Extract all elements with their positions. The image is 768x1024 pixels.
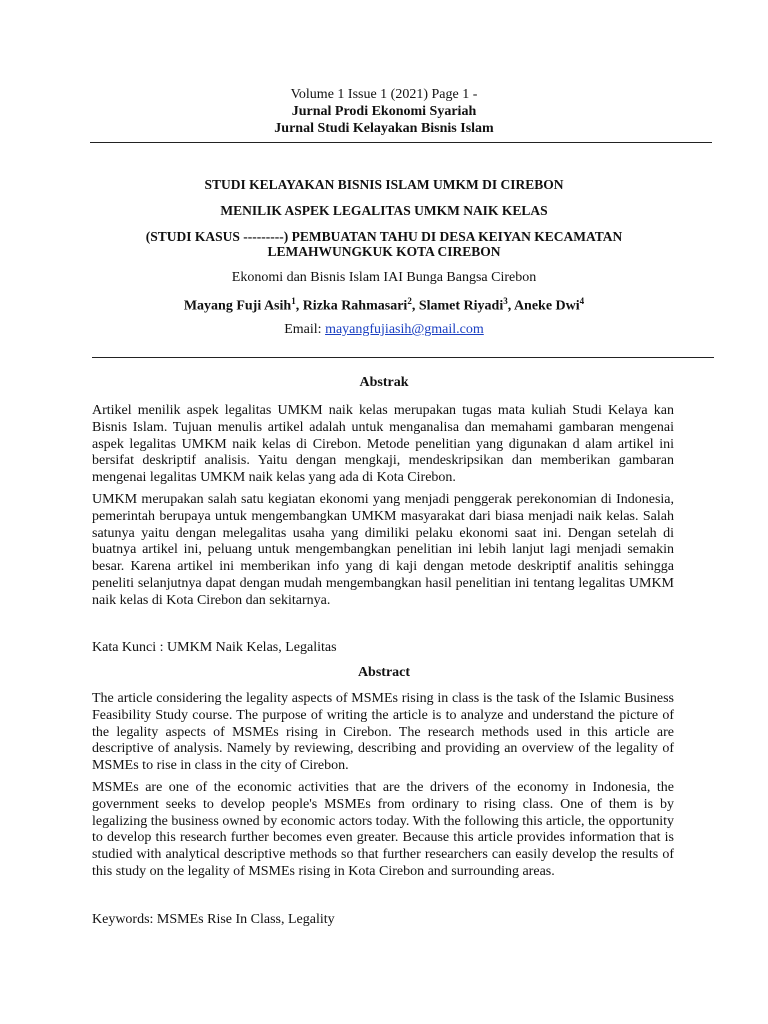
paper-title-line-3b: LEMAHWUNGKUK KOTA CIREBON bbox=[267, 244, 501, 259]
author-separator: , bbox=[411, 298, 419, 314]
abstract-divider bbox=[92, 357, 714, 358]
email-label: Email: bbox=[284, 322, 326, 337]
abstract-paragraph-2: MSMEs are one of the economic activities that are the drivers of the economy in Indonesia, the government seeks to develop people's MSMEs from ordinary to rising class. One of them is by legalizing the business owned by economic actors today. With the following this article, the opportunity to develop this research further becomes even greater. Because this article provides information that is studied with analytical descriptive methods so that further researchers can easily develop the results of this study on the legality of MSMEs rising in Kota Cirebon and surrounding areas. bbox=[92, 780, 674, 879]
kata-kunci: Kata Kunci : UMKM Naik Kelas, Legalitas bbox=[92, 640, 337, 655]
paper-title-line-2: MENILIK ASPEK LEGALITAS UMKM NAIK KELAS bbox=[220, 203, 548, 218]
author-name: Slamet Riyadi bbox=[418, 298, 504, 314]
abstrak-paragraph-2: UMKM merupakan salah satu kegiatan ekonomi yang menjadi penggerak perekonomian di Indonesia, pemerintah berupaya untuk mengembangkan UMKM masyarakat dari biasa menjadi naik kelas. Salah satunya yaitu dengan melegalitas usaha yang dimiliki pelaku ekonomi saat ini. Dengan setelah di buatnya artikel ini, peluang untuk mengembangkan penelitian ini lebih lanjut lagi menjadi semakin besar. Karena artikel ini memberikan info yang di kaji dengan metode deskriptif analitis sehingga peneliti selanjutnya dapat dengan mudah mengembangkan hasil penelitian ini tentang legalitas UMKM naik kelas di Kota Cirebon dan sekitarnya. bbox=[92, 492, 674, 608]
paper-title-line-3 bbox=[90, 229, 678, 259]
volume-line: Volume 1 Issue 1 (2021) Page 1 - bbox=[290, 87, 478, 102]
email-line bbox=[90, 322, 678, 338]
author-superscript: 3 bbox=[503, 296, 508, 306]
author-list bbox=[90, 296, 678, 315]
affiliation: Ekonomi dan Bisnis Islam IAI Bunga Bangsa Cirebon bbox=[231, 270, 537, 285]
header-divider bbox=[90, 142, 712, 143]
journal-header bbox=[90, 86, 678, 137]
author-separator: , bbox=[507, 298, 514, 314]
email-link[interactable]: mayangfujiasih@gmail.com bbox=[325, 322, 484, 337]
abstract-paragraph-1: The article considering the legality aspects of MSMEs rising in class is the task of the Islamic Business Feasibility Study course. The purpose of writing the article is to analyze and understand the picture of the legality aspects of MSMEs rising in Cirebon. The research methods used in this article are descriptive of analysis. Namely by reviewing, describing and providing an overview of the legality of MSMEs to rise in class in the city of Cirebon. bbox=[92, 691, 674, 774]
author-name: Mayang Fuji Asih bbox=[183, 298, 292, 314]
author-superscript: 1 bbox=[291, 296, 296, 306]
keywords: Keywords: MSMEs Rise In Class, Legality bbox=[92, 912, 335, 927]
paper-title-line-3a: (STUDI KASUS ---------) PEMBUATAN TAHU DI DESA KEIYAN KECAMATAN bbox=[145, 229, 623, 244]
paper-title-line-1: STUDI KELAYAKAN BISNIS ISLAM UMKM DI CIREBON bbox=[204, 177, 564, 192]
journal-subtitle: Jurnal Studi Kelayakan Bisnis Islam bbox=[274, 121, 494, 136]
abstract-heading: Abstract bbox=[357, 665, 411, 680]
author-name: Rizka Rahmasari bbox=[302, 298, 408, 314]
abstrak-paragraph-1: Artikel menilik aspek legalitas UMKM naik kelas merupakan tugas mata kuliah Studi Kelaya kan Bisnis Islam. Tujuan menulis artikel adalah untuk menganalisa dan memahami gambaran mengenai aspek legalitas UMKM naik kelas di Cirebon. Metode penelitian yang digunakan d alam artikel ini bersifat deskriptif analisis. Yaitu dengan mengkaji, mendeskripsikan dan memberikan gambaran mengenai legalitas UMKM naik kelas yang ada di Kota Cirebon. bbox=[92, 403, 674, 486]
abstrak-heading: Abstrak bbox=[359, 375, 409, 390]
author-name: Aneke Dwi bbox=[513, 298, 580, 314]
author-superscript: 4 bbox=[579, 296, 585, 306]
author-separator: , bbox=[295, 298, 303, 314]
author-superscript: 2 bbox=[407, 296, 412, 306]
journal-name: Jurnal Prodi Ekonomi Syariah bbox=[291, 104, 477, 119]
